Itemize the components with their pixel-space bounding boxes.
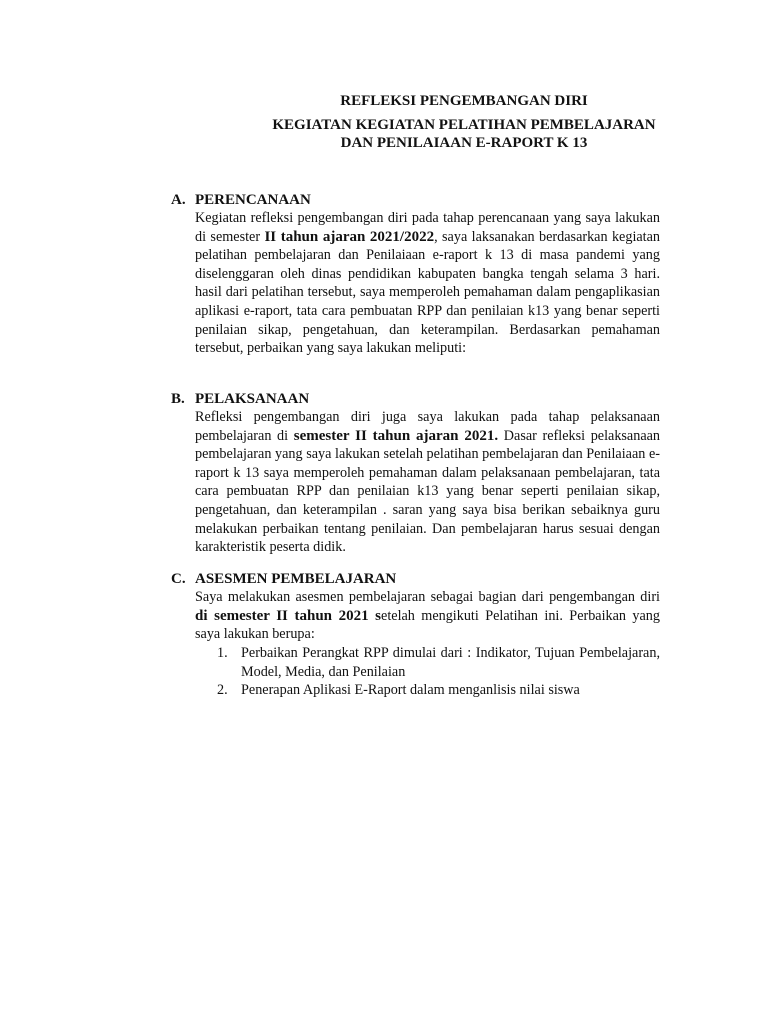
paragraph-text: , saya laksanakan berdasarkan kegiatan pelatihan pembelajaran dan Penilaiaan e-raport k 13 di masa pandemi yang diselenggaran oleh dinas pendidikan kabupaten bangka tengah selama 3 hari. hasil dari pelatihan tersebut, saya memperoleh pemahaman dalam pengaplikasian aplikasi e-raport, tata cara pembuatan RPP dan penilaian k13 yang benar seperti penilaian sikap, pengetahuan, dan keterampilan. Berdasarkan pemahaman tersebut, perbaikan yang saya lakukan meliputi: — [195, 228, 661, 357]
section-letter: C. — [171, 571, 186, 587]
paragraph-bold-text: II tahun ajaran 2021/2022 — [264, 228, 435, 245]
section-title: PELAKSANAAN — [195, 391, 310, 407]
section-paragraph-pelaksanaan — [195, 408, 660, 557]
section-letter: A. — [171, 192, 186, 208]
list-item-text: Penerapan Aplikasi E-Raport dalam menganlisis nilai siswa — [241, 682, 580, 699]
list-item-number: 1. — [217, 645, 228, 661]
section-title: ASESMEN PEMBELAJARAN — [195, 571, 397, 587]
section-paragraph-perencanaan — [195, 209, 660, 358]
improvement-list — [217, 644, 660, 700]
paragraph-text: Dasar refleksi pelaksanaan pembelajaran yang saya lakukan setelah pelatihan pembelajaran dan Penilaiaan e-raport k 13 saya memperoleh pemahaman dalam pelaksanaan pembelajaran, tata cara pembuatan RPP dan penilaian k13 yang benar seperti penilaian sikap, pengetahuan, dan keterampilan . saran yang saya bisa berikan sebaiknya guru melakukan perbaikan tentang penilaian. Dan pembelajaran harus sesuai dengan karakteristik peserta didik. — [195, 427, 661, 556]
document-subtitle-line-1: KEGIATAN KEGIATAN PELATIHAN PEMBELAJARAN — [272, 117, 656, 133]
section-letter: B. — [171, 391, 185, 407]
document-title: REFLEKSI PENGEMBANGAN DIRI — [340, 93, 588, 109]
paragraph-text: Refleksi pengembangan diri juga saya lakukan pada tahap pelaksanaan pembelajaran di — [195, 409, 660, 444]
paragraph-text: Kegiatan refleksi pengembangan diri pada tahap perencanaan yang saya lakukan di semester — [195, 210, 660, 245]
section-paragraph-asesmen — [195, 588, 660, 644]
section-heading-asesmen — [171, 570, 396, 588]
list-item-number: 2. — [217, 682, 228, 699]
paragraph-text: Saya melakukan asesmen pembelajaran sebagai bagian dari pengembangan diri — [195, 589, 660, 605]
list-item-text: Perbaikan Perangkat RPP dimulai dari : Indikator, Tujuan Pembelajaran, Model, Media, dan Penilaian — [241, 645, 660, 680]
section-heading-pelaksanaan — [171, 390, 309, 408]
paragraph-bold-text: di semester II tahun 2021 s — [195, 607, 382, 624]
list-item — [217, 644, 660, 681]
paragraph-bold-text: semester II tahun ajaran 2021. — [293, 427, 499, 444]
section-title: PERENCANAAN — [195, 192, 311, 208]
list-item — [217, 681, 660, 700]
paragraph-text: etelah mengikuti Pelatihan ini. Perbaikan yang saya lakukan berupa: — [195, 607, 660, 643]
document-subtitle-line-2: DAN PENILAIAAN E-RAPORT K 13 — [340, 135, 588, 151]
section-heading-perencanaan — [171, 191, 311, 209]
